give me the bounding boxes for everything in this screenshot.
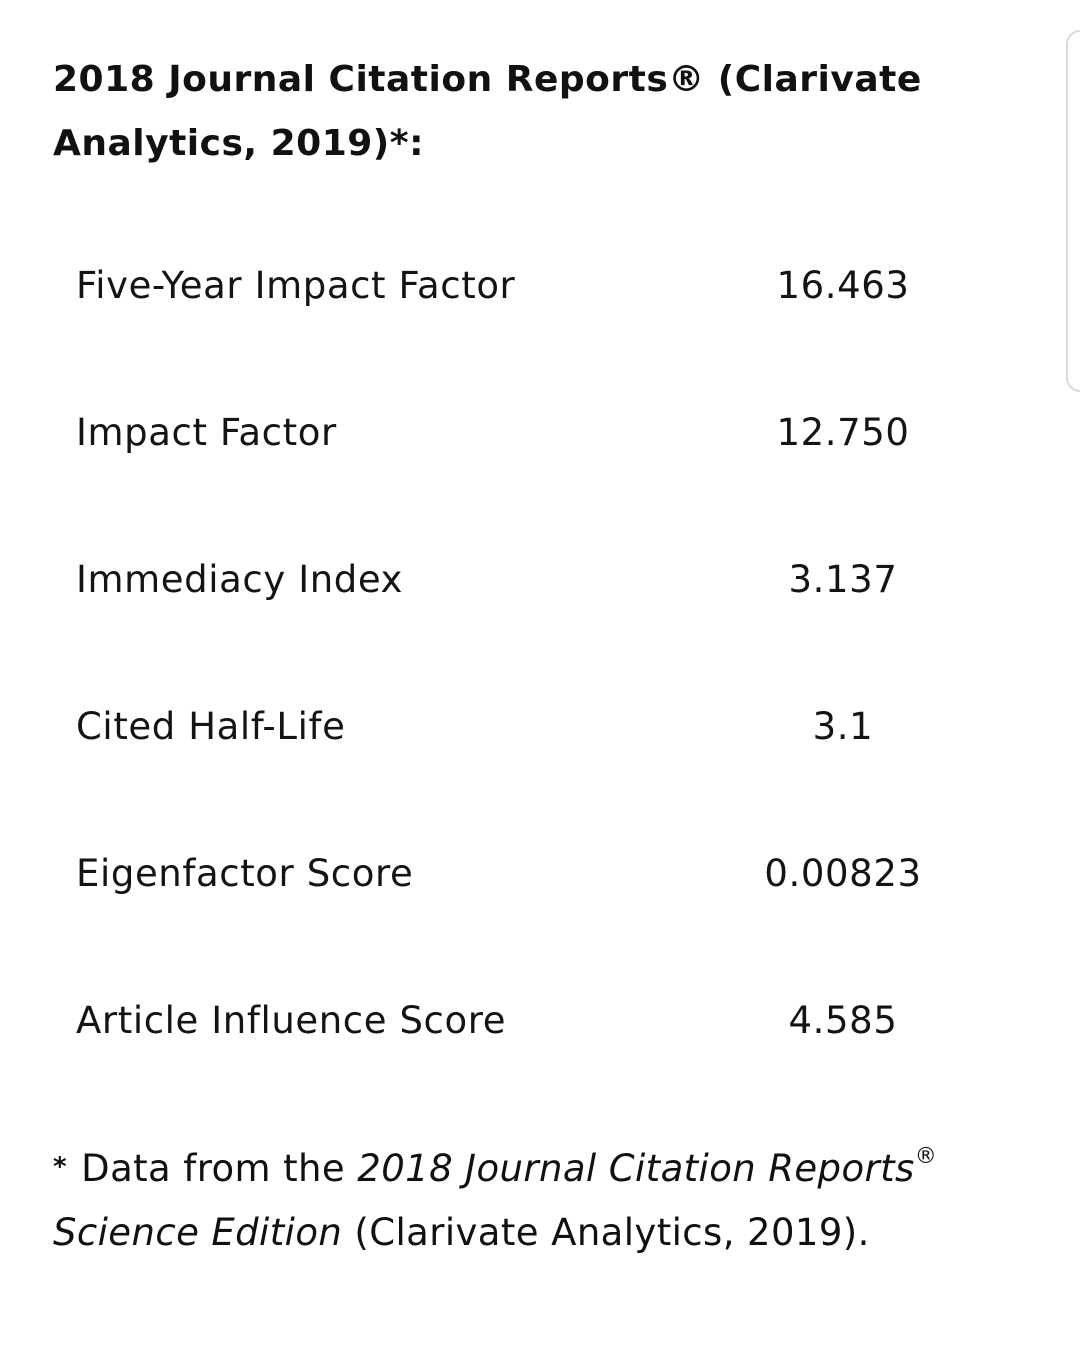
page-title: 2018 Journal Citation Reports® (Clarivate Analytics, 2019)*:: [53, 59, 922, 164]
metric-row-cited-half-life: [0, 653, 1080, 800]
registered-mark: ®: [914, 1144, 938, 1169]
metric-row-eigenfactor-score: [0, 800, 1080, 947]
footnote-marker: *: [53, 1152, 67, 1182]
scrollbar-thumb[interactable]: [1066, 30, 1080, 392]
footnote-suffix: (Clarivate Analytics, 2019).: [354, 1211, 870, 1254]
metric-row-immediacy-index: [0, 506, 1080, 653]
metric-value: 16.463: [776, 264, 910, 307]
metric-value: 4.585: [788, 999, 898, 1042]
footnote-prefix: Data from the: [81, 1147, 346, 1190]
footnote-edition-italic: Science Edition: [53, 1211, 343, 1254]
metric-label: Immediacy Index: [76, 558, 404, 601]
footnote: [53, 1135, 1043, 1265]
metric-label: Five-Year Impact Factor: [76, 264, 516, 307]
metric-row-article-influence-score: [0, 947, 1080, 1094]
metric-row-impact-factor: [0, 359, 1080, 506]
metric-row-five-year-impact-factor: [0, 212, 1080, 359]
metrics-table: [0, 212, 1080, 1094]
metric-value: 12.750: [776, 411, 910, 454]
metric-label: Cited Half-Life: [76, 705, 346, 748]
metric-label: Impact Factor: [76, 411, 337, 454]
metric-value: 0.00823: [764, 852, 922, 895]
metric-label: Eigenfactor Score: [76, 852, 414, 895]
footnote-title-italic: 2018 Journal Citation Reports: [357, 1147, 915, 1190]
metric-value: 3.137: [788, 558, 898, 601]
metric-label: Article Influence Score: [76, 999, 507, 1042]
metric-value: 3.1: [812, 705, 874, 748]
